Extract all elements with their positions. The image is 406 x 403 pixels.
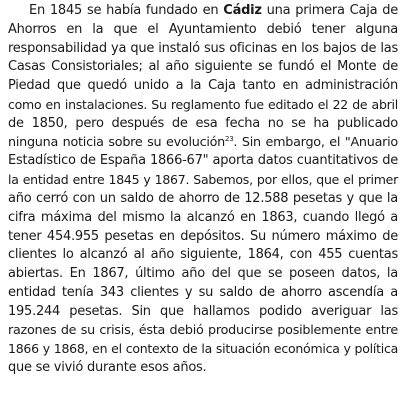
text-run: Ahorros en la que el Ayuntamiento debió tener alguna	[8, 21, 398, 37]
text-run: abiertas. En 1867, último año del que se poseen datos, la	[8, 266, 398, 282]
text-run: de 1850, pero después de esa fecha no se ha publicado	[8, 115, 398, 131]
text-run: la entidad entre 1845 y 1867. Sabemos, por ellos, que el primer	[8, 172, 398, 188]
text-line	[8, 340, 398, 359]
text-line	[8, 322, 398, 341]
text-run: En 1845 se había fundado en	[29, 3, 224, 18]
text-line	[8, 115, 398, 134]
text-line	[8, 209, 398, 228]
text-run: responsabilidad ya que instaló sus oficinas en los bajos de las	[8, 40, 398, 56]
text-run: 195.244 pesetas. Sin que hallamos podido averiguar las	[8, 303, 398, 319]
place-name-bold: Cádiz	[223, 3, 262, 18]
body-paragraph	[8, 2, 398, 378]
text-line	[8, 228, 398, 247]
text-line	[8, 284, 398, 303]
text-run: . Sin embargo, el "Anuario	[233, 134, 398, 150]
footnote-ref: 23	[225, 134, 234, 143]
text-run: 1866 y 1868, en el contexto de la situación económica y política	[8, 341, 398, 357]
text-line	[8, 265, 398, 284]
text-line	[8, 171, 398, 190]
document-page	[8, 2, 398, 378]
text-line	[8, 2, 398, 21]
text-line	[8, 21, 398, 40]
text-line	[8, 246, 398, 265]
text-run: tener 454.955 pesetas en depósitos. Su número máximo de	[8, 228, 398, 244]
text-run: una primera Caja de	[261, 3, 398, 18]
text-run: cifra máxima del mismo la alcanzó en 1863, cuando llegó a	[8, 209, 398, 225]
text-run: ninguna noticia sobre su evolución	[8, 134, 225, 150]
text-line	[8, 359, 398, 378]
text-line	[8, 40, 398, 59]
text-line	[8, 77, 398, 96]
text-run: razones de su crisis, ésta debió producirse posiblemente entre	[8, 322, 398, 338]
text-line	[8, 190, 398, 209]
text-line	[8, 303, 398, 322]
text-line	[8, 134, 398, 153]
text-run: Casas Consistoriales; al año siguiente se fundó el Monte de	[8, 59, 398, 75]
text-line	[8, 152, 398, 171]
text-line	[8, 96, 398, 115]
text-run: entidad tenía 343 clientes y su saldo de ahorro ascendía a	[8, 284, 398, 300]
text-run: Estadístico de España 1866-67" aporta datos cuantitativos de	[8, 153, 398, 169]
text-run: año cerró con un saldo de ahorro de 12.588 pesetas y que la	[8, 190, 398, 206]
text-run: que se vivió durante esos años.	[8, 360, 207, 376]
text-run: clientes lo alcanzó al año siguiente, 1864, con 455 cuentas	[8, 247, 398, 263]
text-run: Piedad que quedó unido a la Caja tanto en administración	[8, 78, 398, 94]
text-run: como en instalaciones. Su reglamento fue editado el 22 de abril	[8, 96, 398, 112]
text-line	[8, 58, 398, 77]
